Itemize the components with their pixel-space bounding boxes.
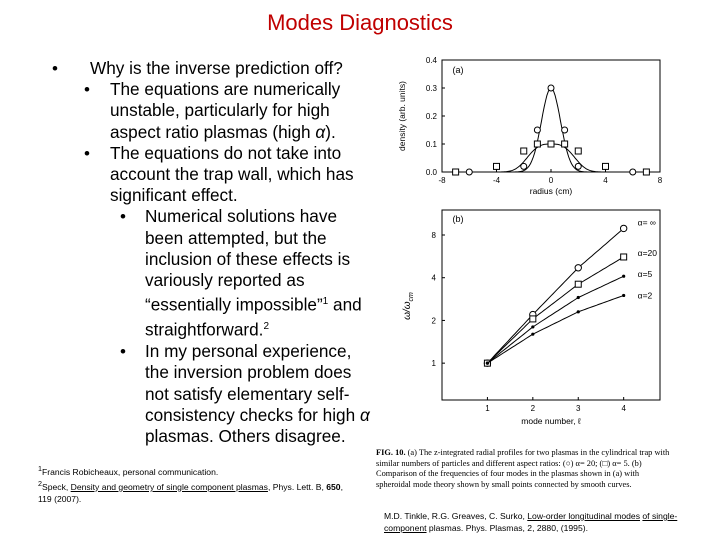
panel-a-point-square <box>494 163 500 169</box>
panel-a-point-square <box>603 163 609 169</box>
panel-b-point-square <box>575 281 581 287</box>
panel-a-xtick-label: 8 <box>657 176 663 185</box>
panel-b-point-dot <box>531 333 534 336</box>
panel-a-point-square <box>521 148 527 154</box>
citation: M.D. Tinkle, R.G. Greaves, C. Surko, Low-order longitudinal modes of single-component plasmas. Phys. Plasmas, 2, 2880, (1995). <box>384 511 678 533</box>
panel-b-xlabel: mode number, ℓ <box>521 416 581 426</box>
panel-a-ytick-label: 0.1 <box>425 140 437 149</box>
panel-a-ylabel: density (arb. units) <box>397 81 407 151</box>
panel-b-xtick-label: 3 <box>576 404 581 413</box>
bullet-dot-icon: • <box>84 80 90 100</box>
figure-caption: FIG. 10. (a) The z-integrated radial profiles for two plasmas in the cylindrical trap with similar numbers of particles and different aspect ratios: (○) α= 20; (□) α= 5. (b) Comparison of the frequencies of four modes in the plasmas shown in (a) with spheroidal mode theory shown by small points connected by smooth curves. <box>376 448 670 489</box>
panel-a-curve-narrow <box>442 88 660 172</box>
bullet-question: • Why is the inverse prediction off? <box>52 58 343 78</box>
panel-b-point-circle <box>620 225 626 231</box>
panel-a-point-square <box>575 148 581 154</box>
panel-a-point-circle <box>548 85 554 91</box>
panel-b-legend-label: α=2 <box>637 290 653 301</box>
citation-link-2[interactable]: of single-component <box>384 511 678 533</box>
footnote-1: $^1$Francis Robicheaux, personal communication. <box>38 465 219 477</box>
panel-b-legend-label: α= ∞ <box>637 217 656 228</box>
panel-a-point-square <box>548 141 554 147</box>
bullet-numerical: • Numerical solutions have been attempted, but the inclusion of these effects is variously reported as “essentially impossible”$^1$ and straightforward.$^2$ <box>120 206 362 340</box>
panel-a-label: (a) <box>452 65 464 75</box>
panel-b-point-square <box>530 316 536 322</box>
panel-a-point-circle <box>562 127 568 133</box>
panel-b-legend-label: α=5 <box>637 269 653 280</box>
panel-b-point-dot <box>577 296 580 299</box>
panel-b-point-circle <box>575 265 581 271</box>
slide-title: Modes Diagnostics <box>267 10 453 35</box>
panel-a-point-square <box>562 141 568 147</box>
panel-a-curve-wide <box>442 144 660 172</box>
panel-b-ytick-label: 1 <box>431 359 436 369</box>
panel-b-point-square <box>621 254 627 260</box>
panel-b-series-line <box>487 295 623 363</box>
panel-a-point-square <box>534 141 540 147</box>
panel-b-label: (b) <box>452 214 464 224</box>
panel-b-ytick-label: 8 <box>431 230 436 240</box>
panel-a-point-circle <box>466 169 472 175</box>
bullet-dot-icon: • <box>120 342 126 362</box>
panel-a-xtick-label: 0 <box>548 176 554 185</box>
bullet-trap-wall: • The equations do not take into account the trap wall, which has significant effect. <box>84 142 354 206</box>
citation-link[interactable]: Low-order longitudinal modes <box>527 511 641 521</box>
panel-a-ytick-label: 0.2 <box>425 112 437 121</box>
panel-b-point-dot <box>531 325 534 328</box>
panel-b-ytick-label: 2 <box>431 316 436 326</box>
panel-b-ylabel: $\omega/\omega_{cm}$ <box>402 292 415 320</box>
panel-a-xtick-label: 4 <box>603 176 608 185</box>
panel-b-legend-label: α=20 <box>637 247 658 258</box>
bullet-dot-icon: • <box>52 59 58 78</box>
figure-svg <box>380 48 680 448</box>
panel-a-xtick-label: -4 <box>492 176 501 185</box>
panel-a-xlabel: radius (cm) <box>529 186 573 196</box>
panel-a-ytick-label: 0.0 <box>425 168 437 177</box>
panel-b-point-dot <box>486 362 489 365</box>
footnote-2-link[interactable]: Density and geometry of single component plasmas <box>70 481 268 492</box>
panel-a-ytick-label: 0.3 <box>425 84 437 93</box>
panel-b-point-dot <box>577 310 580 313</box>
panel-a-point-circle <box>534 127 540 133</box>
bullet-list <box>52 58 370 447</box>
panel-a-point-square <box>643 169 649 175</box>
panel-b-xtick-label: 1 <box>485 404 490 413</box>
panel-a-point-square <box>453 169 459 175</box>
panel-a-frame <box>442 60 660 172</box>
panel-b-xtick-label: 2 <box>530 404 536 413</box>
panel-b-point-dot <box>622 275 625 278</box>
panel-b-ytick-label: 4 <box>431 273 436 283</box>
panel-a-point-circle <box>630 169 636 175</box>
panel-a-ytick-label: 0.4 <box>425 56 437 65</box>
bullet-dot-icon: • <box>120 207 126 227</box>
panel-a-point-circle <box>521 163 527 169</box>
panel-b-xtick-label: 4 <box>621 404 626 413</box>
footnotes <box>38 463 348 505</box>
panel-a-xtick-label: -8 <box>438 176 446 185</box>
panel-a-point-circle <box>575 163 581 169</box>
bullet-dot-icon: • <box>84 143 90 163</box>
figure <box>380 48 680 448</box>
bullet-unstable: • The equations are numerically unstable, particularly for high aspect ratio plasmas (high α). <box>84 79 341 142</box>
panel-b-point-dot <box>622 294 625 297</box>
bullet-experience: • In my personal experience, the inversion problem does not satisfy elementary self-consistency checks for high α plasmas. Others disagree. <box>120 341 370 446</box>
footnote-2: $^2$Speck, Density and geometry of single component plasmas, Phys. Lett. B, 650, 119 (2007). <box>38 479 343 504</box>
